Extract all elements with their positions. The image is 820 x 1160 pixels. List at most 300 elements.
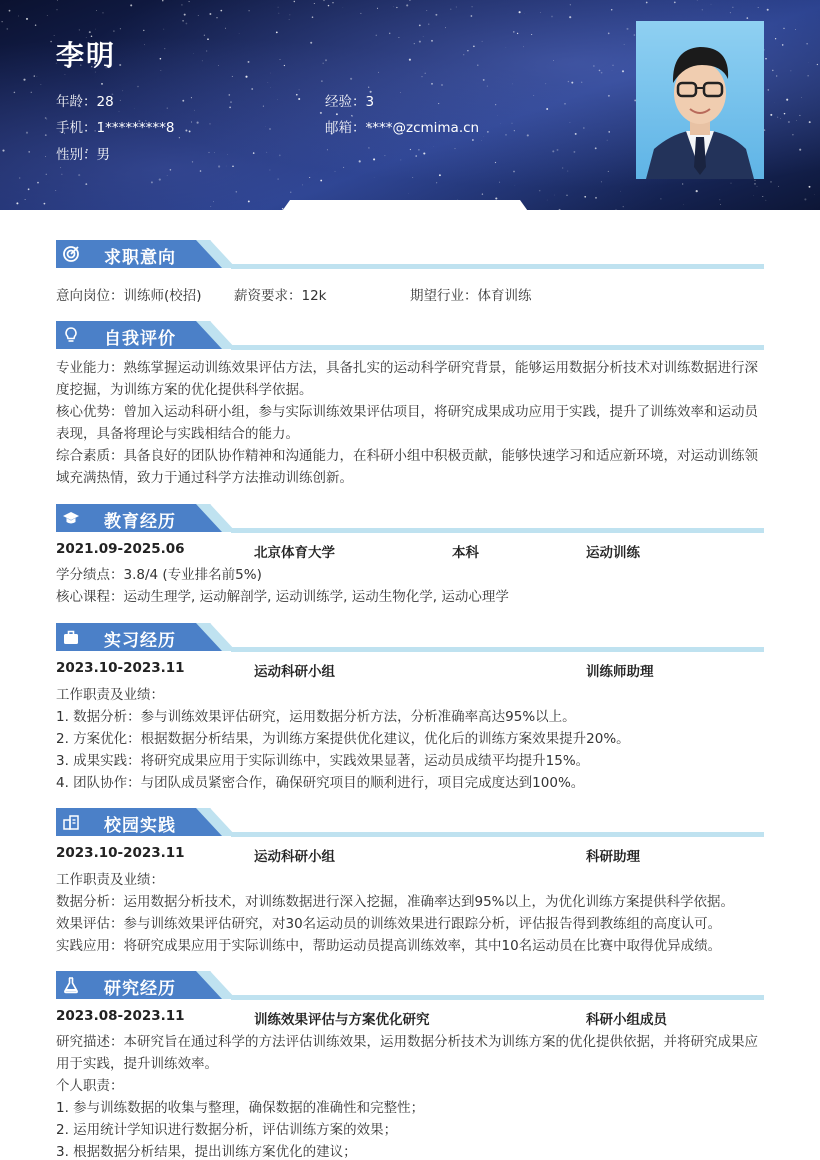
star	[801, 97, 802, 98]
position-value: 训练师(校招)	[123, 288, 202, 304]
list-item: 3. 成果实践：将研究成果应用于实际训练中，实践效果显著，运动员成绩平均提升15%。	[56, 753, 590, 769]
education-degree: 本科	[452, 545, 479, 561]
star	[608, 171, 609, 172]
star	[61, 174, 62, 175]
star	[263, 106, 264, 107]
star	[421, 76, 422, 77]
list-item: 4. 团队协作：与团队成员紧密合作，确保研究项目的顺利进行，项目完成度达到100%。	[56, 775, 585, 791]
star	[783, 28, 784, 29]
star	[471, 15, 473, 17]
star	[406, 4, 408, 6]
internship-role: 训练师助理	[586, 664, 654, 680]
star	[119, 111, 120, 112]
star	[253, 152, 255, 154]
star	[611, 9, 612, 10]
star	[409, 0, 411, 1]
star	[2, 21, 3, 22]
star	[776, 75, 777, 76]
star	[646, 2, 648, 4]
star	[320, 180, 322, 182]
star	[278, 7, 279, 8]
star	[514, 130, 515, 131]
star	[26, 18, 28, 20]
star	[425, 73, 426, 74]
star	[26, 132, 28, 134]
list-item: 数据分析：运用数据分析技术，对训练数据进行深入挖掘，准确率达到95%以上，为优化训练方案提供科学依据。	[56, 894, 735, 910]
star	[791, 71, 792, 72]
star	[45, 117, 47, 119]
star	[539, 190, 541, 192]
star	[25, 199, 26, 200]
list-item: 3. 根据数据分析结果，提出训练方案优化的建议；	[56, 1144, 357, 1160]
star	[376, 35, 377, 36]
star	[208, 152, 209, 153]
star	[527, 134, 529, 136]
star	[200, 170, 202, 172]
email-value: ****@zcmima.cn	[365, 120, 480, 136]
star	[623, 206, 624, 207]
star	[568, 81, 569, 82]
star	[608, 131, 610, 133]
star	[46, 119, 47, 120]
star	[282, 208, 283, 209]
research-role: 科研小组成员	[586, 1012, 667, 1028]
star	[766, 200, 767, 201]
star	[218, 165, 220, 167]
star	[18, 16, 19, 17]
target-icon	[62, 245, 80, 263]
section-title: 研究经历	[104, 979, 176, 999]
star	[770, 114, 772, 116]
star	[298, 98, 300, 100]
star	[312, 16, 314, 18]
star	[595, 147, 597, 149]
campus-org: 运动科研小组	[254, 849, 335, 865]
list-item: 实践应用：将研究成果应用于实际训练中，帮助运动员提高训练效率，其中10名运动员在比赛中取得优异成绩。	[56, 938, 722, 954]
star	[575, 133, 577, 135]
campus-duties-label: 工作职责及业绩：	[56, 872, 164, 888]
star	[245, 76, 247, 78]
star	[566, 195, 567, 196]
intent-industry	[410, 284, 532, 304]
star	[435, 14, 437, 16]
star	[336, 113, 338, 115]
star	[248, 61, 250, 63]
list-item: 1. 数据分析：参与训练效果评估研究，运用数据分析方法，分析准确率高达95%以上。	[56, 709, 576, 725]
star	[778, 186, 779, 187]
star	[571, 82, 573, 84]
star	[34, 75, 35, 76]
star	[788, 121, 790, 123]
star	[359, 160, 361, 162]
star	[96, 10, 97, 11]
star	[54, 35, 55, 36]
list-item: 2. 运用统计学知识进行数据分析，评估训练方案的效果；	[56, 1122, 398, 1138]
star	[567, 171, 568, 172]
star	[163, 29, 164, 30]
star	[481, 140, 482, 141]
star	[595, 197, 597, 199]
star	[660, 198, 661, 199]
star	[45, 134, 47, 136]
campus-period: 2023.10-2023.11	[56, 845, 185, 861]
star	[754, 180, 755, 181]
section-header-campus	[56, 808, 764, 842]
age-label: 年龄：	[56, 94, 97, 110]
star	[213, 201, 214, 202]
star	[278, 13, 279, 14]
star	[314, 3, 315, 4]
self-eval-ability: 专业能力：熟练掌握运动训练效果评估方法，具备扎实的运动科学研究背景，能够运用数据分析技术对训练数据进行深度挖掘，为训练方案的优化提供科学依据。	[56, 360, 758, 398]
star	[720, 204, 721, 205]
star	[373, 158, 375, 160]
campus-row	[56, 845, 764, 867]
star	[482, 41, 483, 42]
star	[6, 28, 8, 30]
lightbulb-icon	[62, 326, 80, 344]
star	[202, 60, 203, 61]
star	[601, 72, 603, 74]
research-project: 训练效果评估与方案优化研究	[254, 1012, 430, 1028]
star	[765, 58, 766, 59]
star	[198, 15, 199, 16]
star	[119, 64, 121, 66]
star	[309, 177, 310, 178]
star	[120, 100, 121, 101]
research-description: 研究描述：本研究旨在通过科学的方法评估训练效果，运用数据分析技术为训练方案的优化提供依据，并将研究成果应用于实践，提升训练效率。	[56, 1034, 758, 1072]
star	[64, 74, 65, 75]
star	[415, 155, 417, 157]
star	[772, 70, 774, 72]
star	[335, 171, 336, 172]
star	[487, 131, 488, 132]
star	[418, 149, 420, 151]
star	[615, 209, 616, 210]
star	[57, 9, 58, 10]
star	[323, 0, 324, 1]
section-title: 教育经历	[104, 512, 176, 532]
research-duties-label: 个人职责：	[56, 1078, 124, 1094]
star	[408, 193, 409, 194]
gender-value: 男	[96, 147, 110, 163]
star	[732, 7, 733, 8]
star	[37, 76, 38, 77]
star	[130, 4, 132, 6]
star	[473, 46, 475, 48]
star	[456, 7, 457, 8]
star	[191, 122, 192, 123]
star	[85, 183, 87, 185]
star	[182, 20, 184, 22]
star	[41, 84, 42, 85]
candidate-name: 李明	[56, 39, 117, 72]
star	[47, 15, 48, 16]
star	[730, 12, 731, 13]
star	[581, 82, 582, 83]
section-header-intent	[56, 240, 764, 274]
star	[512, 123, 513, 124]
star	[197, 122, 199, 124]
star	[161, 70, 162, 71]
star	[409, 59, 411, 61]
star	[423, 152, 425, 154]
star	[209, 123, 210, 124]
star	[570, 4, 571, 5]
star	[393, 6, 394, 7]
star	[289, 19, 290, 20]
star	[697, 0, 698, 1]
star	[151, 181, 153, 183]
star	[799, 149, 801, 151]
star	[505, 134, 506, 135]
star	[35, 24, 36, 25]
star	[545, 83, 546, 84]
star	[414, 43, 415, 44]
section-title: 实习经历	[104, 631, 176, 651]
star	[278, 179, 279, 180]
star	[754, 183, 756, 185]
star	[384, 155, 385, 156]
star	[45, 156, 46, 157]
section-title: 求职意向	[104, 248, 176, 268]
star	[554, 195, 555, 196]
star	[472, 139, 474, 141]
phone-label: 手机：	[56, 120, 97, 136]
star	[194, 110, 195, 111]
industry-label: 期望行业：	[410, 288, 478, 304]
star	[120, 28, 121, 29]
star	[573, 151, 575, 153]
star	[28, 188, 30, 190]
star	[784, 113, 786, 115]
star	[225, 28, 226, 29]
star	[412, 177, 413, 178]
experience-info	[325, 90, 374, 110]
star	[419, 41, 421, 43]
star	[144, 44, 145, 45]
star	[626, 28, 628, 30]
star	[523, 47, 524, 48]
phone-value: 1*********8	[96, 120, 175, 136]
star	[210, 206, 211, 207]
section-title: 自我评价	[104, 329, 176, 349]
star	[552, 150, 554, 152]
star	[216, 17, 217, 18]
star	[499, 182, 500, 183]
star	[439, 174, 441, 176]
star	[608, 33, 610, 35]
star	[343, 167, 344, 168]
star	[441, 84, 443, 86]
star	[483, 79, 485, 81]
star	[599, 70, 601, 72]
star	[279, 155, 281, 157]
star	[624, 44, 625, 45]
salary-label: 薪资要求：	[234, 288, 302, 304]
star	[332, 2, 333, 3]
star	[321, 80, 322, 81]
star	[290, 15, 291, 16]
star	[368, 87, 369, 88]
star	[634, 34, 636, 36]
star	[103, 12, 104, 13]
resume-header	[0, 0, 820, 210]
star	[229, 94, 231, 96]
star	[758, 7, 759, 8]
star	[620, 191, 621, 192]
star	[398, 37, 399, 38]
star	[607, 140, 608, 141]
star	[31, 92, 32, 93]
star	[320, 112, 322, 114]
star	[227, 154, 228, 155]
star	[277, 99, 278, 100]
star	[232, 76, 233, 77]
star	[445, 27, 446, 28]
star	[799, 115, 800, 116]
star	[682, 183, 683, 184]
star	[808, 75, 809, 76]
star	[756, 186, 757, 187]
star	[559, 209, 561, 210]
star	[809, 121, 811, 123]
star	[747, 17, 749, 19]
star	[60, 167, 61, 168]
header-divider-tab	[280, 200, 530, 214]
star	[79, 29, 80, 30]
star	[389, 33, 390, 34]
star	[622, 70, 624, 72]
star	[50, 41, 52, 43]
star	[557, 149, 559, 151]
section-header-research	[56, 971, 764, 1005]
research-period: 2023.08-2023.11	[56, 1008, 185, 1024]
star	[251, 88, 253, 90]
star	[182, 100, 184, 102]
gender-label: 性别：	[56, 147, 97, 163]
star	[162, 0, 163, 1]
star	[696, 190, 698, 192]
star	[280, 59, 281, 60]
star	[583, 128, 584, 129]
star	[214, 153, 215, 154]
star	[817, 64, 818, 65]
list-item: 效果评估：参与训练效果评估研究，对30名运动员的训练效果进行跟踪分析，评估报告得到教练组的高度认可。	[56, 916, 722, 932]
star	[16, 202, 18, 204]
star	[181, 4, 183, 6]
star	[731, 183, 732, 184]
industry-value: 体育训练	[477, 288, 532, 304]
star	[209, 13, 211, 15]
star	[55, 190, 56, 191]
star	[495, 162, 496, 163]
star	[184, 14, 186, 16]
star	[28, 151, 30, 153]
star	[438, 103, 439, 104]
flask-icon	[62, 976, 80, 994]
star	[546, 108, 548, 110]
star	[531, 34, 532, 35]
star	[806, 43, 807, 44]
star	[95, 29, 96, 30]
star	[770, 181, 772, 183]
star	[290, 192, 291, 193]
star	[497, 115, 498, 116]
star	[270, 87, 271, 88]
star	[269, 128, 271, 130]
profile-photo	[636, 21, 764, 179]
star	[294, 1, 295, 2]
intent-salary	[234, 284, 327, 304]
star	[767, 89, 769, 91]
star	[431, 40, 433, 42]
star	[113, 30, 114, 31]
star	[553, 60, 554, 61]
salary-value: 12k	[301, 288, 327, 304]
star	[296, 94, 298, 96]
star	[396, 7, 397, 8]
internship-period: 2023.10-2023.11	[56, 660, 185, 676]
star	[551, 16, 553, 18]
star	[433, 147, 434, 148]
star	[229, 107, 231, 109]
star	[232, 166, 234, 168]
star	[143, 30, 144, 31]
star	[14, 92, 16, 94]
star	[299, 89, 300, 90]
star	[513, 31, 515, 33]
star	[23, 79, 25, 81]
star	[159, 179, 161, 181]
star	[44, 203, 46, 205]
star	[593, 65, 594, 66]
star	[310, 42, 312, 44]
star	[276, 32, 278, 34]
star	[467, 50, 468, 51]
star	[192, 161, 193, 162]
star	[206, 50, 207, 51]
star	[137, 86, 139, 88]
star	[471, 6, 472, 7]
star	[450, 9, 451, 10]
experience-value: 3	[365, 94, 375, 110]
star	[562, 168, 563, 169]
star	[495, 197, 497, 199]
star	[780, 118, 781, 119]
gender-info	[56, 143, 110, 163]
star	[164, 48, 165, 49]
star	[775, 38, 776, 39]
star	[9, 10, 11, 12]
star	[350, 78, 352, 80]
section-header-internship	[56, 623, 764, 657]
star	[601, 182, 602, 183]
star	[101, 83, 103, 85]
star	[804, 198, 806, 200]
phone-info	[56, 116, 174, 136]
education-courses: 核心课程：运动生理学, 运动解剖学, 运动训练学, 运动生物化学, 运动心理学	[56, 589, 509, 605]
experience-label: 经验：	[325, 94, 366, 110]
campus-building-icon	[62, 813, 80, 831]
graduation-cap-icon	[62, 509, 80, 527]
star	[477, 65, 478, 66]
email-info	[325, 116, 479, 136]
research-row	[56, 1008, 764, 1030]
star	[189, 1, 190, 2]
star	[410, 149, 411, 150]
position-label: 意向岗位：	[56, 288, 124, 304]
star	[455, 148, 456, 149]
